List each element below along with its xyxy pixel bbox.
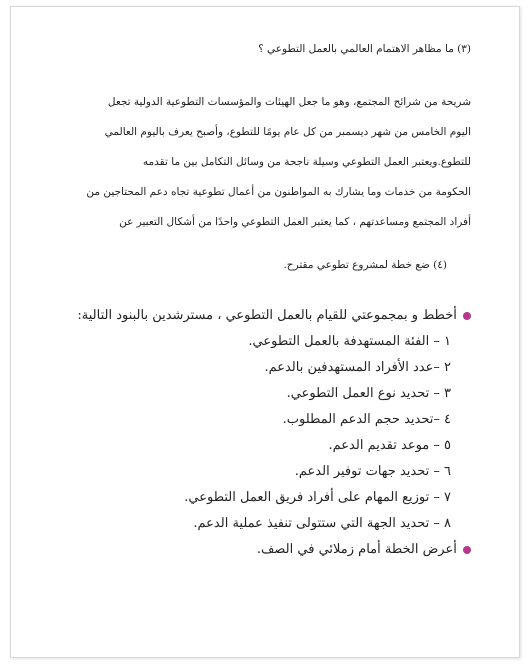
document-page bbox=[10, 6, 520, 658]
paragraph-line: للتطوع.ويعتبر العمل التطوعي وسيلة ناجحة من وسائل التكامل بين ما تقدمه bbox=[142, 156, 471, 168]
magenta-dot-bullet-icon bbox=[463, 546, 471, 554]
magenta-dot-bullet-icon bbox=[463, 312, 471, 320]
question-3: (٣) ما مظاهر الاهتمام العالمي بالعمل التطوعي ؟ bbox=[258, 43, 471, 55]
task-outro: أعرض الخطة أمام زملائي في الصف. bbox=[256, 542, 457, 557]
list-item: ٢ –عدد الأفراد المستهدفين بالدعم. bbox=[264, 360, 451, 375]
page-content bbox=[51, 41, 471, 563]
list-item: ١ – الفئة المستهدفة بالعمل التطوعي. bbox=[248, 334, 451, 349]
task-section bbox=[51, 303, 471, 563]
question-4: (٤) ضع خطة لمشروع تطوعي مقترح. bbox=[283, 259, 447, 271]
list-item: ٤ –تحديد حجم الدعم المطلوب. bbox=[282, 412, 451, 427]
list-item: ٨ – تحديد الجهة التي ستتولى تنفيذ عملية الدعم. bbox=[193, 516, 451, 531]
list-item: ٧ – توزيع المهام على أفراد فريق العمل التطوعي. bbox=[184, 490, 451, 505]
paragraph-line: اليوم الخامس من شهر ديسمبر من كل عام يومًا للتطوع، وأصبح يعرف باليوم العالمي bbox=[104, 126, 471, 138]
paragraph-line: الحكومة من خدمات وما يشارك به المواطنون من أعمال تطوعية تجاه دعم المحتاجين من bbox=[86, 186, 471, 198]
list-item: ٥ – موعد تقديم الدعم. bbox=[328, 438, 451, 453]
paragraph-line: شريحة من شرائح المجتمع، وهو ما جعل الهيئات والمؤسسات التطوعية الدولية تجعل bbox=[107, 96, 471, 108]
task-intro: أخطط و بمجموعتي للقيام بالعمل التطوعي ، مسترشدين بالبنود التالية: bbox=[77, 308, 457, 323]
task-intro-line bbox=[51, 303, 471, 329]
list-item: ٦ – تحديد جهات توفير الدعم. bbox=[294, 464, 451, 479]
paragraph bbox=[51, 87, 471, 237]
task-outro-line bbox=[51, 537, 471, 563]
list-item: ٣ – تحديد نوع العمل التطوعي. bbox=[286, 386, 451, 401]
plan-items-list bbox=[51, 329, 471, 537]
paragraph-line: أفراد المجتمع ومساعدتهم ، كما يعتبر العمل التطوعي واحدًا من أشكال التعبير عن bbox=[119, 216, 471, 228]
